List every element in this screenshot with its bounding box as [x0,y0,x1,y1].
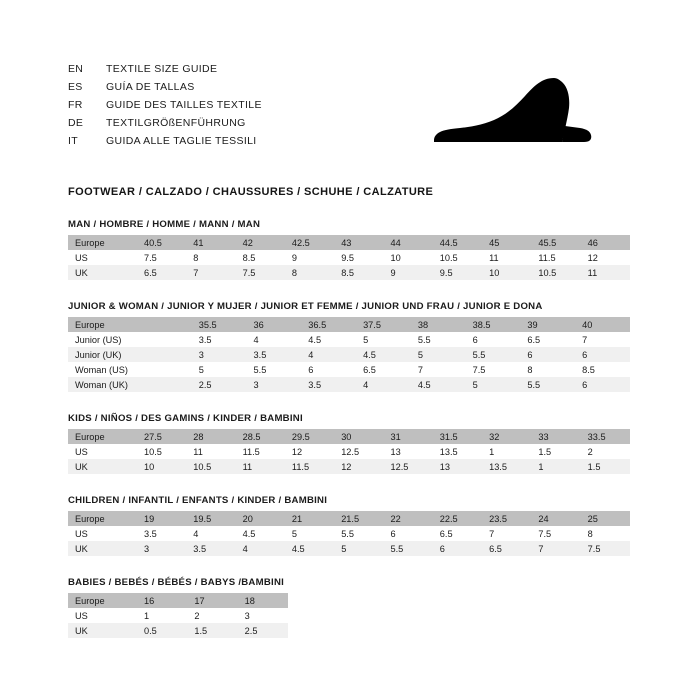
cell: 6 [383,526,432,541]
cell: 8 [285,265,334,280]
cell: 33 [531,429,580,444]
cell: 16 [137,593,187,608]
cell: 46 [581,235,630,250]
cell: 6 [575,347,630,362]
cell: 9 [285,250,334,265]
cell: 12 [285,444,334,459]
row-label: UK [68,541,137,556]
cell: 21.5 [334,511,383,526]
cell: 7.5 [531,526,580,541]
cell: 29.5 [285,429,334,444]
cell: 7 [575,332,630,347]
cell: 27.5 [137,429,186,444]
cell: 7.5 [466,362,521,377]
size-table-babies [68,593,288,638]
table-row [68,459,630,474]
row-label: UK [68,623,137,638]
row-label: Woman (UK) [68,377,137,392]
cell: 10.5 [186,459,235,474]
table-row [68,444,630,459]
size-table-children [68,511,630,556]
cell: 37.5 [356,317,411,332]
row-label: UK [68,265,137,280]
cell: 5 [285,526,334,541]
cell: 1.5 [531,444,580,459]
language-title: TEXTILGRÖßENFÜHRUNG [106,117,246,129]
cell: 3.5 [137,526,186,541]
cell: 9.5 [433,265,482,280]
table-group-man [68,219,636,280]
table-row [68,541,630,556]
cell: 31.5 [433,429,482,444]
cell: 6.5 [482,541,531,556]
cell: 5.5 [411,332,466,347]
row-label: US [68,608,137,623]
group-title: MAN / HOMBRE / HOMME / MANN / MAN [68,219,261,230]
page-header [68,60,636,170]
cell: 10.5 [531,265,580,280]
cell: 4.5 [285,541,334,556]
cell: 6.5 [520,332,575,347]
cell: 18 [238,593,288,608]
language-code: DE [68,117,84,129]
cell: 1 [137,608,187,623]
table-group-babies [68,577,636,638]
cell [137,332,192,347]
cell: 4 [186,526,235,541]
cell: 4 [301,347,356,362]
cell: 4 [236,541,285,556]
cell: 1.5 [581,459,630,474]
cell: 5.5 [466,347,521,362]
table-row [68,347,630,362]
language-code: FR [68,99,83,111]
cell: 19 [137,511,186,526]
cell: 22.5 [433,511,482,526]
cell: 43 [334,235,383,250]
cell: 17 [187,593,237,608]
table-row [68,235,630,250]
cell: 7 [186,265,235,280]
language-code: EN [68,63,84,75]
cell: 3.5 [247,347,302,362]
table-row [68,265,630,280]
row-label: Junior (UK) [68,347,137,362]
cell: 8 [581,526,630,541]
cell: 8.5 [575,362,630,377]
cell: 3.5 [186,541,235,556]
cell: 3 [192,347,247,362]
cell: 13.5 [482,459,531,474]
row-label: Europe [68,511,137,526]
cell: 8 [520,362,575,377]
cell: 19.5 [186,511,235,526]
row-label: Europe [68,429,137,444]
cell: 24 [531,511,580,526]
cell: 6 [575,377,630,392]
cell: 0.5 [137,623,187,638]
cell: 5.5 [247,362,302,377]
cell: 10 [482,265,531,280]
cell: 32 [482,429,531,444]
cell: 1 [531,459,580,474]
cell: 6 [433,541,482,556]
table-row [68,623,288,638]
cell: 35.5 [192,317,247,332]
cell: 5.5 [520,377,575,392]
row-label: Woman (US) [68,362,137,377]
cell: 42 [236,235,285,250]
table-group-kids [68,413,636,474]
cell: 8 [186,250,235,265]
size-table-kids [68,429,630,474]
cell: 7.5 [236,265,285,280]
cell: 12 [334,459,383,474]
cell: 5 [334,541,383,556]
table-row [68,377,630,392]
cell: 6 [466,332,521,347]
table-row [68,362,630,377]
cell: 10.5 [137,444,186,459]
language-title: GUIDE DES TAILLES TEXTILE [106,99,262,111]
row-label: UK [68,459,137,474]
group-title: JUNIOR & WOMAN / JUNIOR Y MUJER / JUNIOR ET FEMME / JUNIOR UND FRAU / JUNIOR E DONA [68,301,543,312]
cell: 39 [520,317,575,332]
cell: 11 [581,265,630,280]
cell: 36 [247,317,302,332]
table-row [68,526,630,541]
cell: 28 [186,429,235,444]
cell: 40.5 [137,235,186,250]
cell: 6.5 [137,265,186,280]
cell: 41 [186,235,235,250]
table-row [68,593,288,608]
cell: 13 [383,444,432,459]
row-label: US [68,250,137,265]
cell: 4.5 [356,347,411,362]
cell: 31 [383,429,432,444]
cell: 5 [192,362,247,377]
cell: 5.5 [334,526,383,541]
table-row [68,429,630,444]
row-label: US [68,444,137,459]
row-label: Europe [68,235,137,250]
cell: 1 [482,444,531,459]
footwear-section-title: FOOTWEAR / CALZADO / CHAUSSURES / SCHUHE / CALZATURE [68,186,434,198]
cell: 13.5 [433,444,482,459]
cell: 11.5 [236,444,285,459]
cell: 11 [482,250,531,265]
cell: 23.5 [482,511,531,526]
cell: 2 [581,444,630,459]
cell: 12 [581,250,630,265]
cell: 28.5 [236,429,285,444]
cell: 7.5 [581,541,630,556]
cell: 8.5 [236,250,285,265]
cell: 11 [236,459,285,474]
cell [137,317,192,332]
cell: 2.5 [192,377,247,392]
cell: 2.5 [238,623,288,638]
cell: 7 [531,541,580,556]
cell [137,377,192,392]
cell: 4.5 [411,377,466,392]
cell: 25 [581,511,630,526]
table-row [68,317,630,332]
cell: 3 [238,608,288,623]
cell: 7 [411,362,466,377]
cell: 9.5 [334,250,383,265]
table-row [68,608,288,623]
cell: 5 [411,347,466,362]
cell: 42.5 [285,235,334,250]
cell: 44 [383,235,432,250]
cell: 4 [356,377,411,392]
cell: 5.5 [383,541,432,556]
cell [137,362,192,377]
cell: 13 [433,459,482,474]
cell: 8.5 [334,265,383,280]
cell: 2 [187,608,237,623]
cell: 3 [247,377,302,392]
size-table-man [68,235,630,280]
group-title: BABIES / BEBÉS / BÉBÉS / BABYS /BAMBINI [68,577,285,588]
cell: 3.5 [301,377,356,392]
cell: 6.5 [433,526,482,541]
cell: 21 [285,511,334,526]
cell: 3 [137,541,186,556]
cell: 11 [186,444,235,459]
cell [137,347,192,362]
page-bottom-spacer [68,638,636,658]
cell: 7.5 [137,250,186,265]
cell: 5 [466,377,521,392]
row-label: Junior (US) [68,332,137,347]
table-group-junior-woman [68,301,636,392]
language-code: ES [68,81,83,93]
cell: 10.5 [433,250,482,265]
size-table-junior-woman [68,317,630,392]
group-title: CHILDREN / INFANTIL / ENFANTS / KINDER / BAMBINI [68,495,328,506]
cell: 4.5 [301,332,356,347]
cell: 5 [356,332,411,347]
cell: 7 [482,526,531,541]
cell: 45 [482,235,531,250]
table-group-children [68,495,636,556]
dress-shoe-icon [412,72,602,152]
cell: 10 [383,250,432,265]
cell: 44.5 [433,235,482,250]
language-title: GUÍA DE TALLAS [106,81,195,93]
cell: 4 [247,332,302,347]
cell: 36.5 [301,317,356,332]
table-row [68,332,630,347]
table-row [68,511,630,526]
language-title: GUIDA ALLE TAGLIE TESSILI [106,135,257,147]
cell: 1.5 [187,623,237,638]
cell: 20 [236,511,285,526]
cell: 11.5 [285,459,334,474]
cell: 10 [137,459,186,474]
cell: 38.5 [466,317,521,332]
cell: 11.5 [531,250,580,265]
cell: 45.5 [531,235,580,250]
cell: 38 [411,317,466,332]
group-title: KIDS / NIÑOS / DES GAMINS / KINDER / BAMBINI [68,413,303,424]
cell: 4.5 [236,526,285,541]
cell: 9 [383,265,432,280]
cell: 12.5 [334,444,383,459]
row-label: US [68,526,137,541]
row-label: Europe [68,317,137,332]
language-title: TEXTILE SIZE GUIDE [106,63,218,75]
cell: 33.5 [581,429,630,444]
cell: 40 [575,317,630,332]
row-label: Europe [68,593,137,608]
cell: 3.5 [192,332,247,347]
cell: 12.5 [383,459,432,474]
cell: 30 [334,429,383,444]
cell: 22 [383,511,432,526]
table-row [68,250,630,265]
cell: 6 [520,347,575,362]
cell: 6.5 [356,362,411,377]
cell: 6 [301,362,356,377]
language-code: IT [68,135,78,147]
